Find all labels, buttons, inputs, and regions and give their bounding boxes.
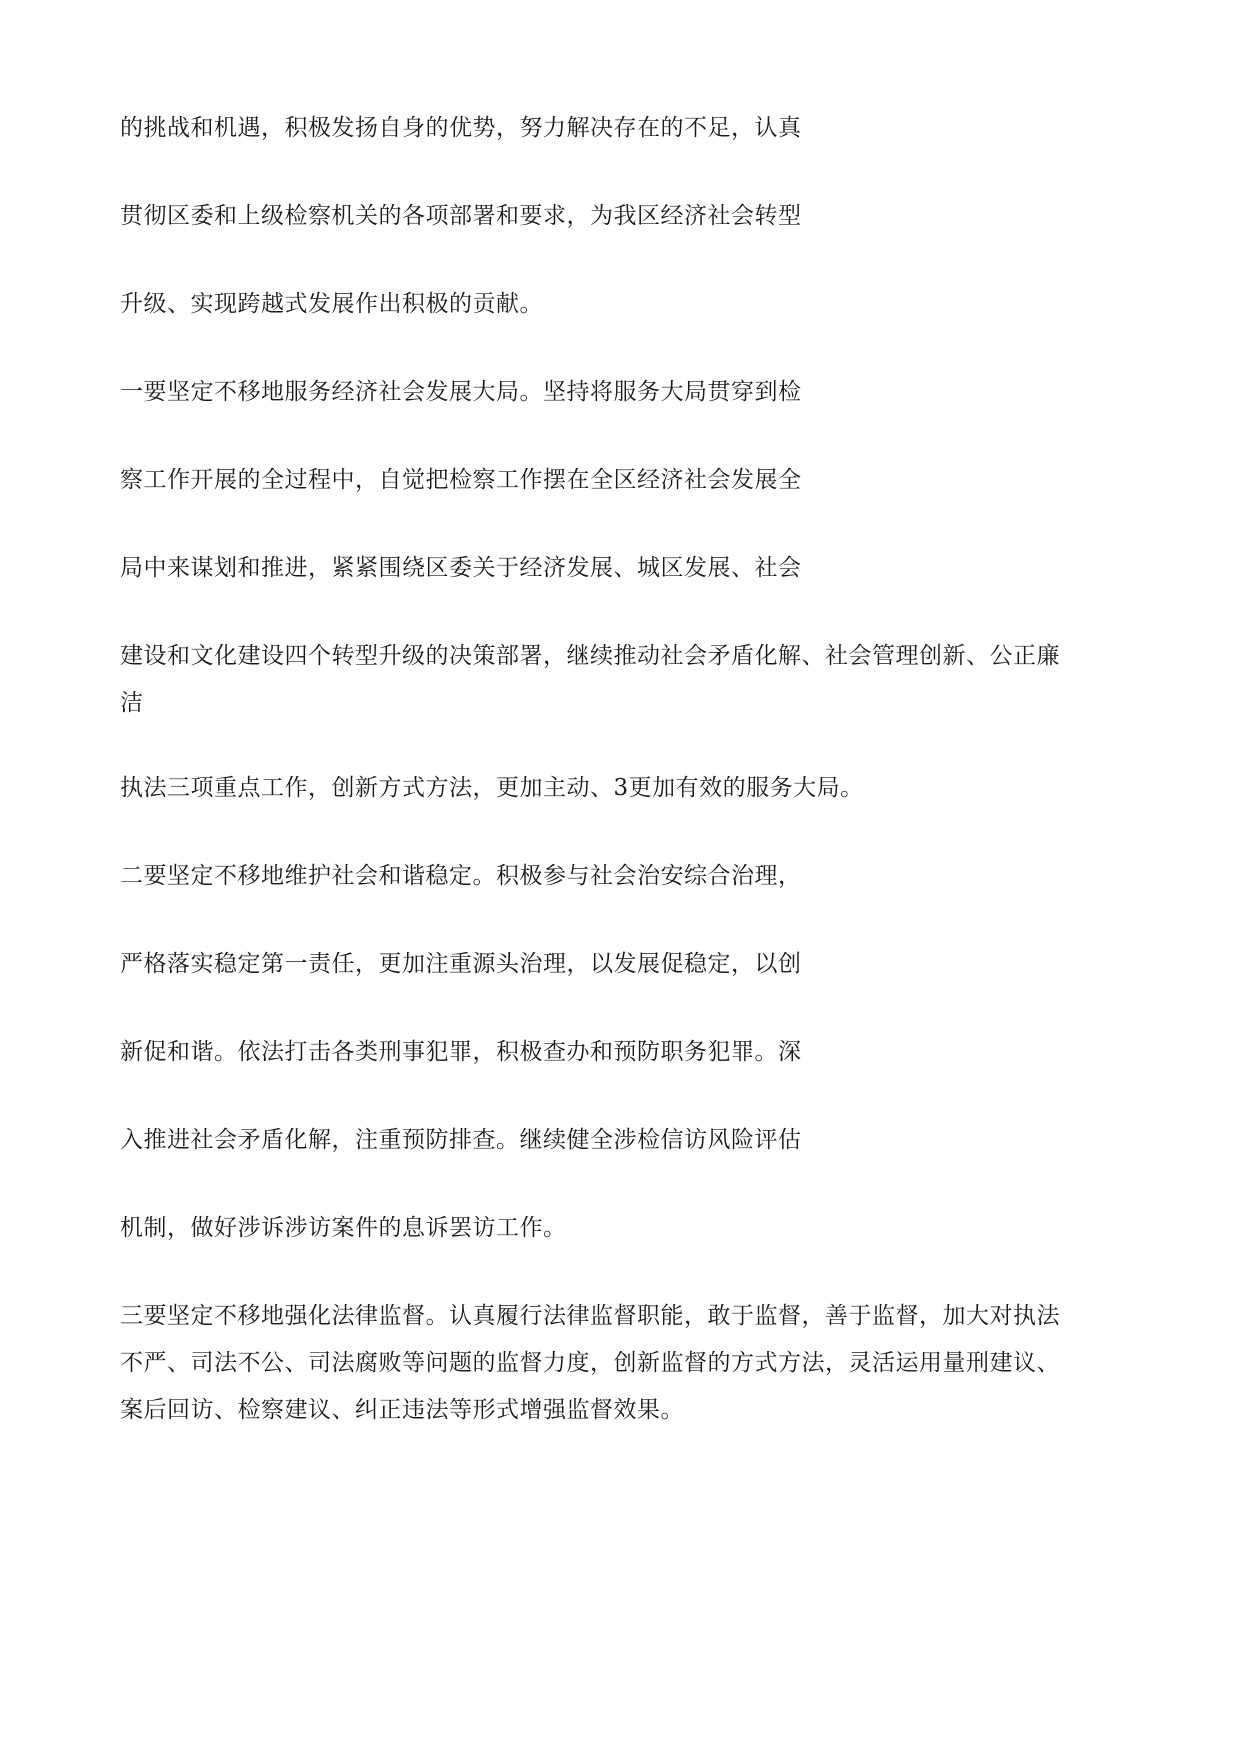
text-line: 二要坚定不移地维护社会和谐稳定。积极参与社会治安综合治理，: [120, 863, 802, 889]
text-line: 案后回访、检察建议、纠正违法等形式增强监督效果。: [120, 1397, 684, 1423]
text-line: 建设和文化建设四个转型升级的决策部署，继续推动社会矛盾化解、社会管理创新、公正廉: [120, 643, 1060, 669]
text-line: 不严、司法不公、司法腐败等问题的监督力度，创新监督的方式方法，灵活运用量刑建议、: [120, 1350, 1060, 1376]
text-line: 三要坚定不移地强化法律监督。认真履行法律监督职能，敢于监督，善于监督，加大对执法: [120, 1303, 1060, 1329]
text-line: 新促和谐。依法打击各类刑事犯罪，积极查办和预防职务犯罪。深: [120, 1039, 802, 1065]
text-line: 升级、实现跨越式发展作出积极的贡献。: [120, 291, 543, 317]
text-line: 入推进社会矛盾化解，注重预防排查。继续健全涉检信访风险评估: [120, 1127, 802, 1153]
text-line: 贯彻区委和上级检察机关的各项部署和要求，为我区经济社会转型: [120, 203, 802, 229]
text-line: 局中来谋划和推进，紧紧围绕区委关于经济发展、城区发展、社会: [120, 555, 802, 581]
text-line: 一要坚定不移地服务经济社会发展大局。坚持将服务大局贯穿到检: [120, 379, 802, 405]
text-line: 察工作开展的全过程中，自觉把检察工作摆在全区经济社会发展全: [120, 467, 802, 493]
text-line: 洁: [120, 690, 144, 716]
text-line: 机制，做好涉诉涉访案件的息诉罢访工作。: [120, 1215, 567, 1241]
text-line: 严格落实稳定第一责任，更加注重源头治理，以发展促稳定，以创: [120, 951, 802, 977]
text-line: 执法三项重点工作，创新方式方法，更加主动、3更加有效的服务大局。: [120, 775, 864, 801]
text-line: 的挑战和机遇，积极发扬自身的优势，努力解决存在的不足，认真: [120, 115, 802, 141]
